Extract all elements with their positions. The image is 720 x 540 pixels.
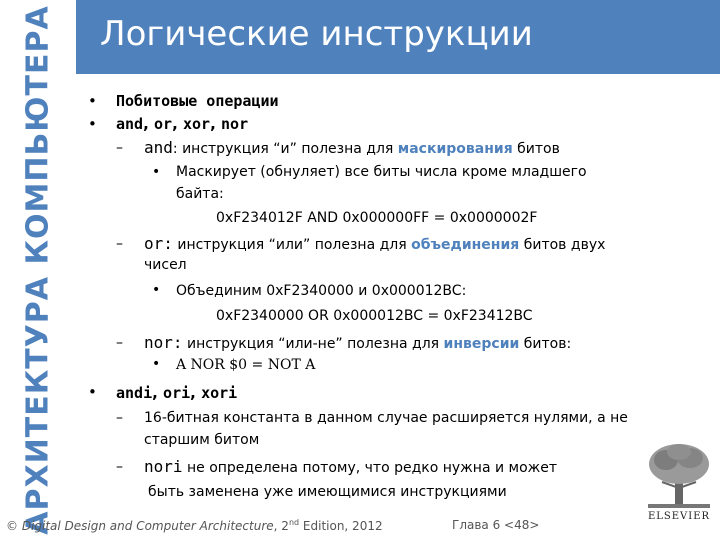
or-sub-description: Объединим 0xF2340000 и 0x000012BC: — [176, 283, 467, 299]
bullet-marker: • — [88, 92, 97, 110]
copyright: © Digital Design and Computer Architecture, 2nd Edition, 2012 — [6, 518, 383, 533]
slide-title: Логические инструкции — [100, 14, 533, 54]
side-title-text: АРХИТЕКТУРА КОМПЬЮТЕРА — [20, 5, 56, 535]
slide-content — [80, 0, 710, 510]
dash-marker: – — [116, 410, 123, 426]
dash-marker: – — [116, 236, 123, 252]
op-andi: andi — [116, 384, 153, 402]
sub-bullet-marker: • — [152, 356, 161, 372]
mask-description: Маскирует (обнуляет) все биты числа кроме младшего — [176, 164, 587, 180]
op-and: and — [116, 115, 144, 133]
zero-extension-description: 16-битная константа в данном случае расширяется нулями, а не — [144, 410, 628, 426]
separator: , — [210, 115, 222, 133]
nor-example: A NOR $0 = NOT A — [176, 357, 316, 373]
bullet-marker: • — [88, 383, 97, 401]
op-nor: nor — [221, 115, 249, 133]
and-code: and — [144, 138, 173, 157]
elsevier-tree-logo — [644, 440, 714, 512]
or-description: or: инструкция “или” полезна для объединения битов двух — [144, 234, 606, 253]
nori-code: nori — [144, 457, 183, 476]
mask-description-cont: байта: — [176, 186, 224, 202]
op-ori: ori — [163, 384, 191, 402]
dash-marker: – — [116, 459, 123, 475]
separator: , — [172, 115, 183, 133]
ops-list — [116, 115, 248, 133]
combining-keyword: объединения — [411, 237, 520, 253]
elsevier-logo-text: ELSEVIER — [647, 511, 711, 522]
footer — [0, 510, 720, 540]
op-xori: xori — [201, 384, 238, 402]
or-description-cont: чисел — [144, 257, 187, 273]
nori-description: nori не определена потому, что редко нужна и может — [144, 457, 558, 476]
dash-marker: – — [116, 140, 123, 156]
separator: , — [143, 115, 155, 133]
dash-marker: – — [116, 335, 123, 351]
nor-code: nor: — [144, 333, 183, 352]
book-title: Digital Design and Computer Architecture — [21, 519, 274, 533]
masking-keyword: маскирования — [397, 141, 513, 157]
op-or: or — [154, 115, 173, 133]
slide-number: Глава 6 <48> — [452, 518, 540, 532]
sub-bullet-marker: • — [152, 164, 161, 180]
bitwise-ops-heading: Побитовые операции — [116, 92, 279, 110]
zero-extension-description-cont: старшим битом — [144, 432, 260, 448]
inversion-keyword: инверсии — [443, 336, 520, 352]
nor-description: nor: инструкция “или-не” полезна для инверсии битов: — [144, 333, 572, 352]
op-xor: xor — [183, 115, 211, 133]
bullet-marker: • — [88, 115, 97, 133]
and-description: and: инструкция “и” полезна для маскирования битов — [144, 138, 560, 157]
side-title — [0, 0, 76, 540]
or-code: or: — [144, 234, 173, 253]
immediate-ops-list: andi, ori, xori — [116, 384, 238, 402]
nori-description-cont: быть заменена уже имеющимися инструкциями — [148, 484, 507, 500]
sub-bullet-marker: • — [152, 282, 161, 298]
mask-example: 0xF234012F AND 0x000000FF = 0x0000002F — [216, 210, 538, 226]
or-example: 0xF2340000 OR 0x000012BC = 0xF23412BC — [216, 308, 533, 324]
